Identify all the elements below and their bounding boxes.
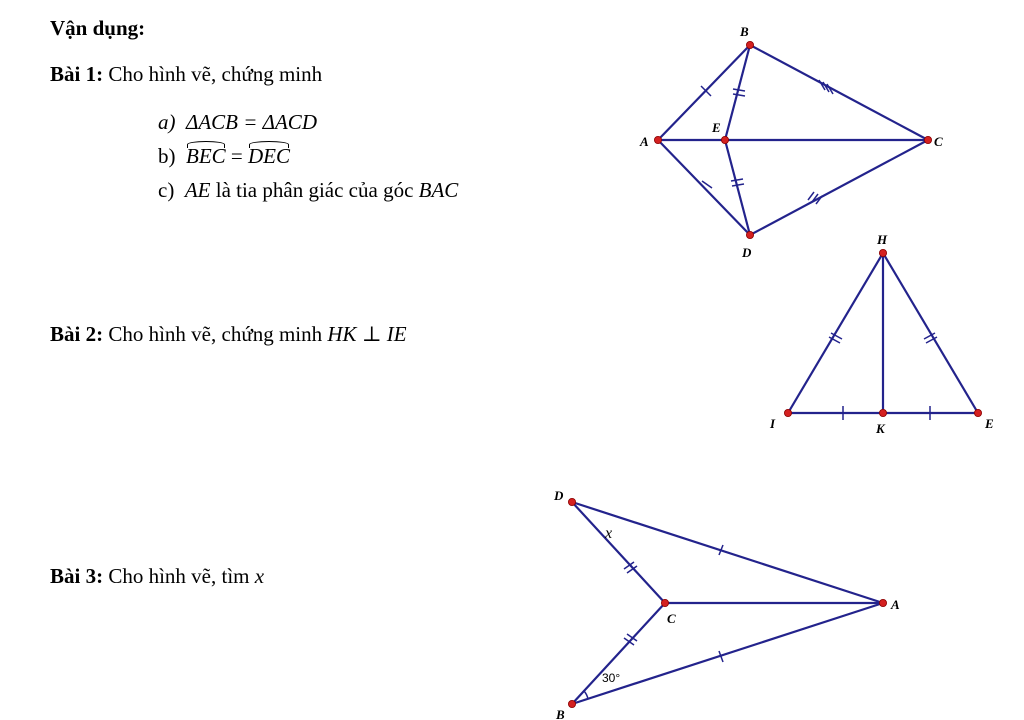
label-h: H [877, 232, 888, 247]
bai2-label: Bài 2: [50, 322, 104, 346]
item-c-marker: c) [158, 178, 175, 202]
tick-ed-1 [731, 179, 743, 181]
bai1-label: Bài 1: [50, 62, 104, 86]
label-e: E [712, 120, 721, 135]
label-b-fig3: B [556, 707, 565, 720]
label-a: A [640, 134, 649, 149]
segment-dc [750, 140, 928, 235]
angle-dec: DEC [248, 144, 291, 168]
point-c [924, 136, 931, 143]
point-d [746, 231, 753, 238]
item-a-marker: a) [158, 110, 176, 134]
label-b: B [740, 24, 749, 39]
point-i [784, 409, 791, 416]
point-d-fig3 [568, 498, 575, 505]
label-c: C [934, 134, 943, 149]
point-k [879, 409, 886, 416]
equals-sign: = [230, 144, 243, 168]
point-b-fig3 [568, 700, 575, 707]
bai3-variable: x [254, 564, 265, 588]
label-d: D [742, 245, 752, 260]
item-b-marker: b) [158, 144, 176, 168]
segment-ae: AE [184, 178, 211, 202]
label-k: K [876, 421, 885, 436]
segment-he [883, 253, 978, 413]
angle-bec: BEC [186, 144, 226, 168]
point-e [721, 136, 728, 143]
tick-dc-1 [808, 192, 814, 200]
point-a-fig3 [879, 599, 886, 606]
figure-2 [769, 232, 994, 436]
label-d-fig3: D [554, 488, 564, 503]
angle-x-label: x [605, 525, 613, 542]
point-a [654, 136, 661, 143]
item-a-expression: ΔACB = ΔACD [186, 110, 317, 134]
point-b [746, 41, 753, 48]
bai2-expression: HK ⊥ IE [327, 322, 407, 346]
bai2-text: Cho hình vẽ, chứng minh [103, 322, 328, 346]
point-h [879, 249, 886, 256]
label-i: I [770, 416, 776, 431]
tick-ed-2 [732, 184, 744, 186]
label-e-fig2: E [985, 416, 994, 431]
segment-hi [788, 253, 883, 413]
angle-30-label: 30° [602, 671, 621, 685]
label-c-fig3: C [667, 611, 676, 626]
figure-3 [553, 488, 900, 720]
segment-ab [658, 45, 750, 140]
point-c-fig3 [661, 599, 668, 606]
section-heading: Vận dụng: [50, 16, 146, 40]
tick-be-1 [733, 89, 745, 91]
tick-be-2 [733, 94, 745, 96]
bai1-text: Cho hình vẽ, chứng minh [103, 62, 323, 86]
figure-1 [639, 24, 943, 260]
segment-ad [658, 140, 750, 235]
label-a-fig3: A [891, 597, 900, 612]
bai3-label: Bài 3: [50, 564, 104, 588]
point-e2 [974, 409, 981, 416]
angle-arc-b [584, 691, 588, 699]
angle-bac: BAC [418, 178, 459, 202]
segment-bc [750, 45, 928, 140]
item-c-text: là tia phân giác của góc [210, 178, 419, 202]
bai3-text: Cho hình vẽ, tìm [103, 564, 255, 588]
